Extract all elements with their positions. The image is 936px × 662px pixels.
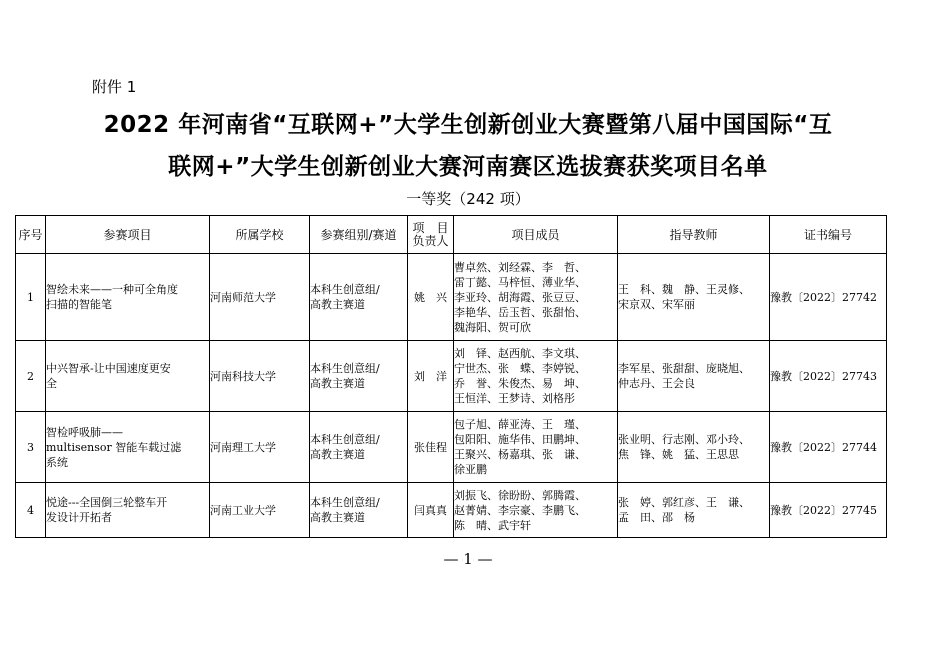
project-line: 发设计开拓者 xyxy=(46,511,112,524)
table-header-row xyxy=(16,216,887,254)
cell-teachers xyxy=(618,412,770,483)
teachers-line: 宋京双、宋军丽 xyxy=(618,298,695,311)
cell-members xyxy=(454,254,618,341)
cell-cert: 豫教〔2022〕27744 xyxy=(770,412,887,483)
cell-teachers xyxy=(618,341,770,412)
cell-seq: 1 xyxy=(16,254,46,341)
group-line: 本科生创意组/ xyxy=(310,283,380,296)
header-leader-line-1: 项 目 xyxy=(412,220,449,235)
cell-leader: 张佳程 xyxy=(408,412,454,483)
award-heading: 一等奖（242 项） xyxy=(406,190,530,208)
members-line: 包子旭、薛亚涛、王 瑾、 xyxy=(454,418,586,431)
cell-cert: 豫教〔2022〕27742 xyxy=(770,254,887,341)
cell-members xyxy=(454,341,618,412)
cell-seq: 3 xyxy=(16,412,46,483)
cell-project xyxy=(46,412,210,483)
members-line: 刘振飞、徐盼盼、郭腾霞、 xyxy=(454,488,586,502)
cell-school: 河南科技大学 xyxy=(210,341,310,412)
members-line: 宁世杰、张 蝶、李婷锐、 xyxy=(454,362,586,375)
cell-group xyxy=(310,254,408,341)
cell-leader: 姚 兴 xyxy=(408,254,454,341)
header-project: 参赛项目 xyxy=(46,216,210,254)
group-line: 高教主赛道 xyxy=(310,377,365,390)
header-leader xyxy=(408,216,454,254)
group-line: 本科生创意组/ xyxy=(310,433,380,446)
group-line: 本科生创意组/ xyxy=(310,362,380,375)
cell-seq: 2 xyxy=(16,341,46,412)
members-line: 徐亚鹏 xyxy=(454,463,487,476)
project-line: 中兴智承-让中国速度更安 xyxy=(46,362,171,375)
group-line: 高教主赛道 xyxy=(310,298,365,311)
teachers-line: 张 婷、郭红彦、王 谦、 xyxy=(618,496,750,509)
teachers-line: 孟 田、邵 杨 xyxy=(618,511,695,524)
cell-school: 河南师范大学 xyxy=(210,254,310,341)
project-line: 全 xyxy=(46,377,57,390)
teachers-line: 王 科、魏 静、王灵修、 xyxy=(618,283,750,296)
cell-cert: 豫教〔2022〕27745 xyxy=(770,483,887,538)
table-row xyxy=(16,254,887,341)
project-line: multisensor 智能车载过滤 xyxy=(46,440,182,454)
cell-seq: 4 xyxy=(16,483,46,538)
header-school: 所属学校 xyxy=(210,216,310,254)
cell-teachers xyxy=(618,254,770,341)
cell-members xyxy=(454,412,618,483)
header-teachers: 指导教师 xyxy=(618,216,770,254)
group-line: 本科生创意组/ xyxy=(310,496,380,509)
cell-teachers xyxy=(618,483,770,538)
cell-group xyxy=(310,341,408,412)
cell-project xyxy=(46,341,210,412)
group-line: 高教主赛道 xyxy=(310,448,365,461)
header-members: 项目成员 xyxy=(454,216,618,254)
cell-leader: 闫真真 xyxy=(408,483,454,538)
members-line: 李亚玲、胡海霞、张豆豆、 xyxy=(454,290,586,304)
header-leader-line-2: 负责人 xyxy=(412,233,449,248)
teachers-line: 仲志丹、王会良 xyxy=(618,377,695,390)
members-line: 曹卓然、刘经霖、李 哲、 xyxy=(454,260,586,274)
cell-school: 河南理工大学 xyxy=(210,412,310,483)
members-line: 陈 晴、武宇轩 xyxy=(454,518,531,532)
project-line: 扫描的智能笔 xyxy=(46,298,112,311)
document-title-line-1: 2022 年河南省“互联网+”大学生创新创业大赛暨第八届中国国际“互 xyxy=(103,112,833,138)
cell-project xyxy=(46,254,210,341)
members-line: 包阳阳、施华伟、田鹏坤、 xyxy=(454,433,586,446)
members-line: 雷丁懿、马梓恒、薄业华、 xyxy=(454,275,586,289)
table-row xyxy=(16,341,887,412)
cell-cert: 豫教〔2022〕27743 xyxy=(770,341,887,412)
teachers-line: 张业明、行志刚、邓小玲、 xyxy=(618,433,750,446)
cell-school: 河南工业大学 xyxy=(210,483,310,538)
attachment-label: 附件 1 xyxy=(92,78,137,96)
members-line: 刘 铎、赵西航、李文琪、 xyxy=(454,347,586,360)
header-cert: 证书编号 xyxy=(770,216,887,254)
members-line: 乔 誉、朱俊杰、易 坤、 xyxy=(454,377,586,390)
page-number: — 1 — xyxy=(443,550,493,568)
document-title-line-2: 联网+”大学生创新创业大赛河南赛区选拔赛获奖项目名单 xyxy=(168,154,768,180)
members-line: 魏海阳、贺可欣 xyxy=(454,320,531,334)
cell-group xyxy=(310,412,408,483)
project-line: 系统 xyxy=(46,455,68,469)
project-line: 智绘未来——一种可全角度 xyxy=(46,283,178,296)
table-row xyxy=(16,412,887,483)
cell-project xyxy=(46,483,210,538)
members-line: 王恒洋、王梦诗、刘格彤 xyxy=(454,392,575,405)
header-seq: 序号 xyxy=(16,216,46,254)
cell-group xyxy=(310,483,408,538)
teachers-line: 焦 锋、姚 猛、王思思 xyxy=(618,448,739,461)
members-line: 李艳华、岳玉哲、张甜怡、 xyxy=(454,305,586,319)
members-line: 王聚兴、杨嘉琪、张 谦、 xyxy=(454,448,586,461)
cell-members xyxy=(454,483,618,538)
header-group: 参赛组别/赛道 xyxy=(310,216,408,254)
project-line: 悦途---全国倒三轮整车开 xyxy=(46,496,168,509)
members-line: 赵菁婧、李宗豪、李鹏飞、 xyxy=(454,503,586,517)
table-row xyxy=(16,483,887,538)
group-line: 高教主赛道 xyxy=(310,511,365,524)
cell-leader: 刘 洋 xyxy=(408,341,454,412)
teachers-line: 李军星、张甜甜、庞晓旭、 xyxy=(618,362,750,375)
award-table xyxy=(15,215,887,538)
project-line: 智检呼吸肺—— xyxy=(46,425,123,439)
